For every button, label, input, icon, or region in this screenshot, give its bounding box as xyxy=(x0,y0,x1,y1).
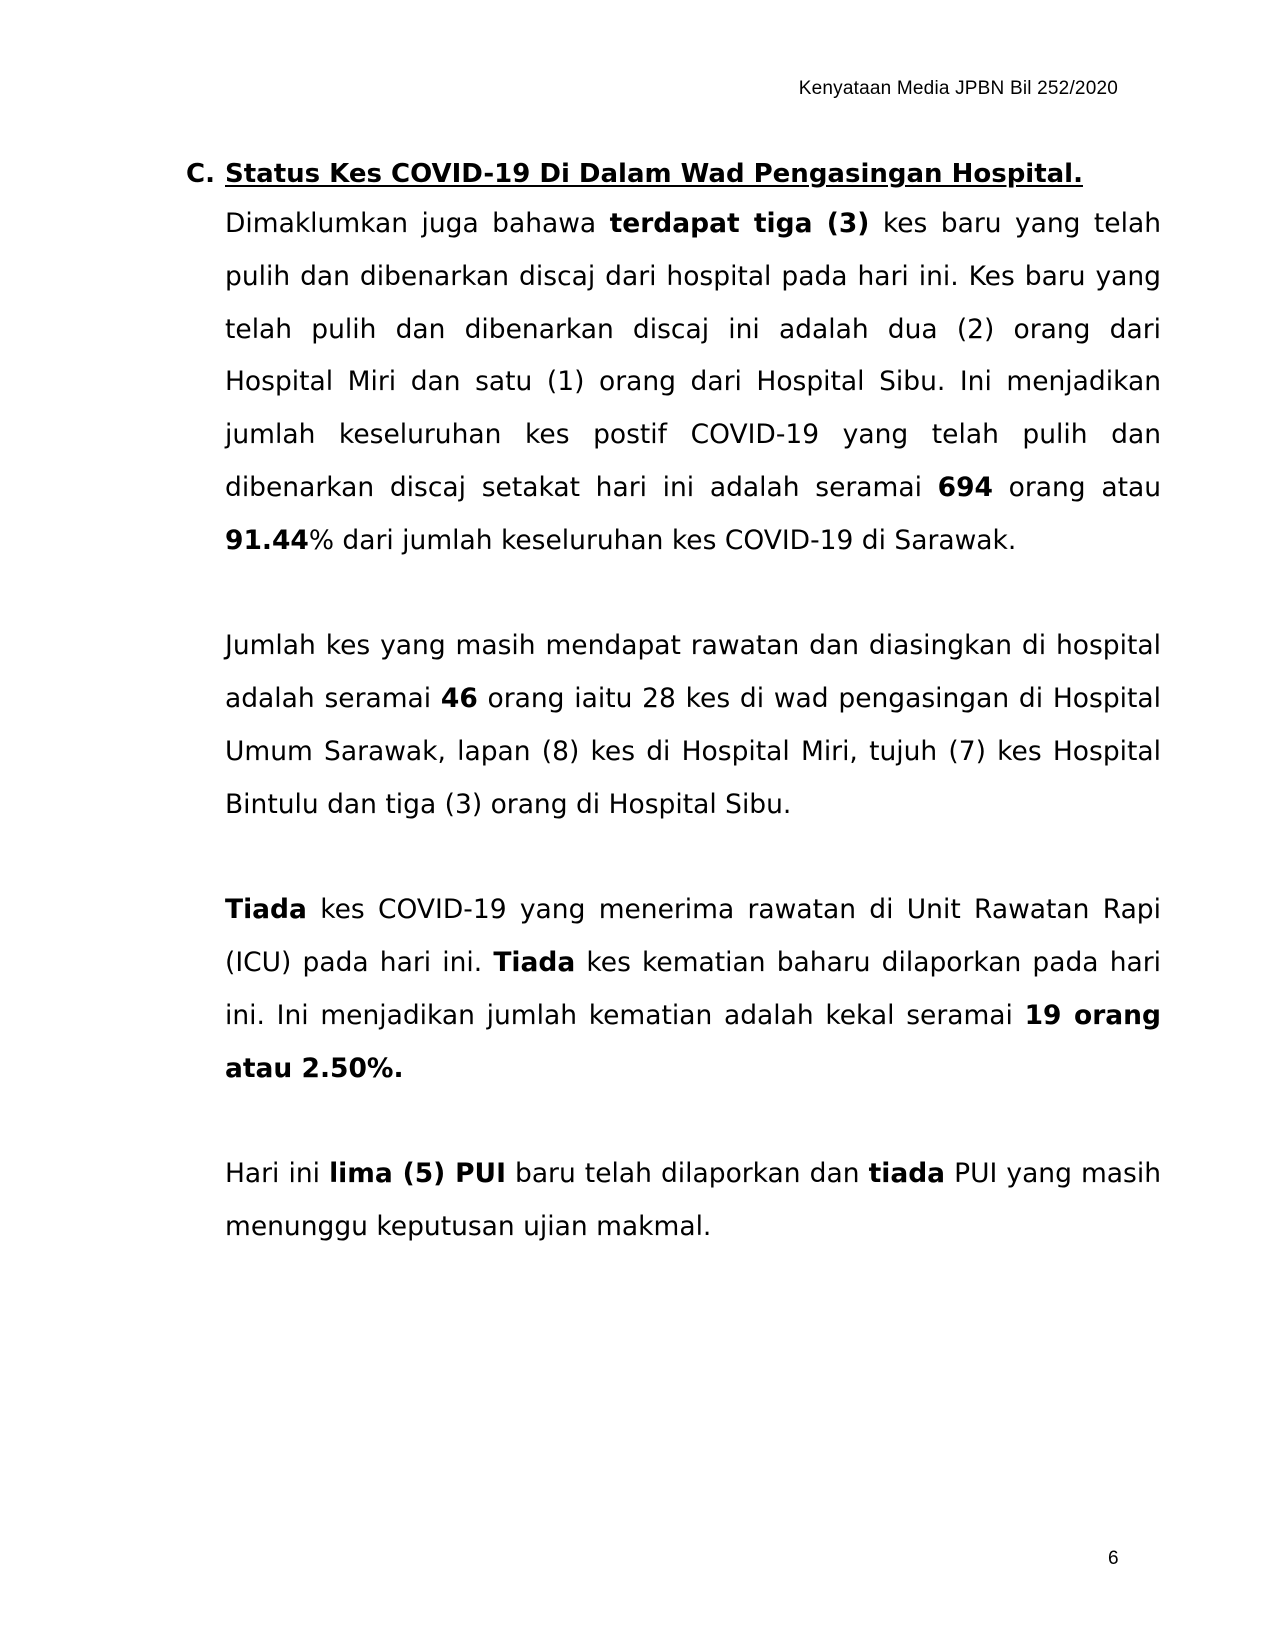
text-run: PUI yang masih menunggu keputusan ujian makmal. xyxy=(225,1158,1162,1243)
bold-run: 694 xyxy=(937,471,993,503)
text-run: % dari jumlah keseluruhan kes COVID-19 di Sarawak. xyxy=(308,524,1017,556)
bold-run: lima (5) PUI xyxy=(329,1158,506,1190)
text-run: kes COVID-19 yang menerima rawatan di Unit Rawatan Rapi (ICU) pada hari ini. xyxy=(225,894,1161,979)
document-reference: Kenyataan Media JPBN Bil 252/2020 xyxy=(798,78,1118,99)
bold-run: Tiada xyxy=(493,947,576,979)
paragraph-icu-deaths xyxy=(225,884,1161,1095)
bold-run: 19 orang atau 2.50%. xyxy=(225,999,1161,1084)
section-letter: C. xyxy=(186,159,215,189)
text-run: Dimaklumkan juga bahawa xyxy=(225,208,610,239)
paragraph-hospitalized xyxy=(225,620,1161,831)
section-title: Status Kes COVID-19 Di Dalam Wad Pengasingan Hospital. xyxy=(225,159,1083,189)
text-run: Jumlah kes yang masih mendapat rawatan dan diasingkan di hospital adalah seramai xyxy=(225,630,1161,715)
paragraph-recoveries xyxy=(225,198,1161,568)
text-run: kes kematian baharu dilaporkan pada hari ini. Ini menjadikan jumlah kematian adalah kekal seramai xyxy=(225,947,1161,1031)
text-run: orang atau xyxy=(992,471,1161,503)
bold-run: tiada xyxy=(868,1158,946,1190)
bold-run: 91.44 xyxy=(225,524,309,556)
text-run: orang iaitu 28 kes di wad pengasingan di Hospital Umum Sarawak, lapan (8) kes di Hospital Miri, tujuh (7) kes Hospital Bintulu dan tiga (3) orang di Hospital Sibu. xyxy=(225,683,1161,820)
text-run: Hari ini xyxy=(225,1158,330,1190)
section-body xyxy=(225,198,1161,1307)
section-heading xyxy=(186,152,1161,196)
bold-run: Tiada xyxy=(225,894,307,926)
bold-run: 46 xyxy=(440,683,478,715)
text-run: kes baru yang telah pulih dan dibenarkan discaj dari hospital pada hari ini. Kes baru yang telah pulih dan dibenarkan discaj ini adalah dua (2) orang dari Hospital Miri dan satu (1) orang dari Hospital Sibu. Ini menjadikan jumlah keseluruhan kes postif COVID-19 yang telah pulih dan dibenarkan discaj setakat hari ini adalah seramai xyxy=(225,208,1161,503)
text-run: baru telah dilaporkan dan xyxy=(505,1158,869,1190)
page-number: 6 xyxy=(1108,1548,1119,1569)
paragraph-pui xyxy=(225,1148,1161,1254)
section-header xyxy=(186,152,1161,196)
bold-run: terdapat tiga (3) xyxy=(609,208,870,239)
